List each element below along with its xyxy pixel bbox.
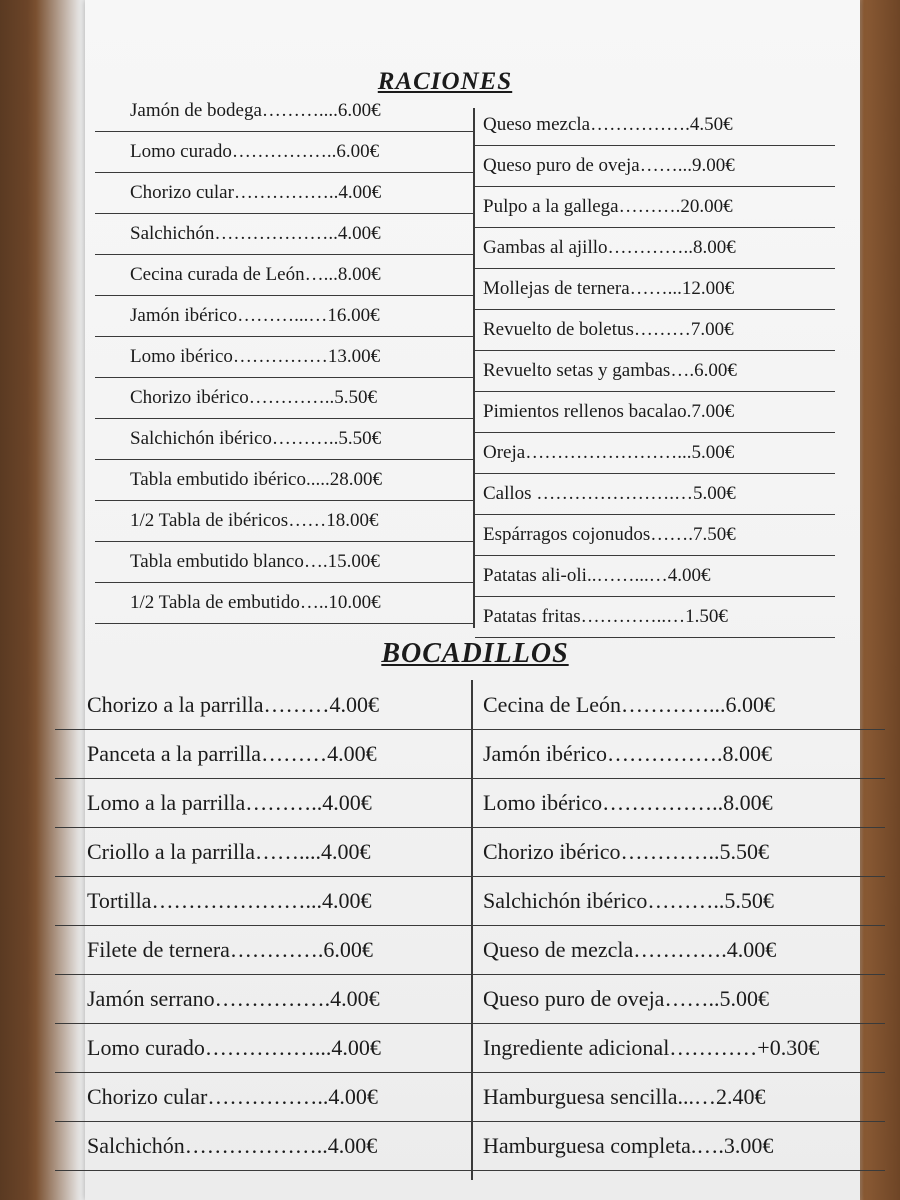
raciones-item-text: Revuelto de boletus………7.00€ — [483, 319, 734, 340]
bocadillos-item-text: Tortilla…………………...4.00€ — [87, 888, 372, 913]
bocadillos-item-text: Queso de mezcla………….4.00€ — [483, 937, 777, 962]
bocadillos-item-text: Panceta a la parrilla………4.00€ — [87, 741, 377, 766]
raciones-item-text: Oreja……………………...5.00€ — [483, 442, 735, 463]
bocadillos-item-row — [473, 778, 885, 828]
raciones-item-text: Jamón de bodega………....6.00€ — [130, 100, 381, 121]
bocadillos-item-row — [473, 974, 885, 1024]
raciones-item-row — [475, 104, 835, 146]
raciones-item-text: Lomo ibérico……………13.00€ — [130, 346, 381, 367]
raciones-item-row — [95, 336, 473, 378]
bocadillos-item-text: Queso puro de oveja……..5.00€ — [483, 986, 769, 1011]
raciones-item-row — [475, 514, 835, 556]
raciones-item-row — [95, 90, 473, 132]
bocadillos-heading: BOCADILLOS — [381, 638, 569, 669]
raciones-item-text: Queso mezcla…………….4.50€ — [483, 114, 733, 135]
raciones-item-text: Patatas fritas…………..…1.50€ — [483, 606, 728, 627]
bocadillos-item-row — [55, 925, 471, 975]
bocadillos-item-text: Chorizo a la parrilla………4.00€ — [87, 692, 380, 717]
bocadillos-item-text: Jamón serrano…………….4.00€ — [87, 986, 380, 1011]
bocadillos-item-row — [473, 729, 885, 779]
bocadillos-item-row — [473, 1072, 885, 1122]
bocadillos-item-row — [55, 729, 471, 779]
raciones-item-text: Tabla embutido ibérico.....28.00€ — [130, 469, 382, 490]
bocadillos-item-row — [473, 827, 885, 877]
raciones-item-text: Pulpo a la gallega……….20.00€ — [483, 196, 733, 217]
bocadillos-item-row — [473, 1121, 885, 1171]
raciones-item-text: Queso puro de oveja……...9.00€ — [483, 155, 735, 176]
bocadillos-item-text: Ingrediente adicional…………+0.30€ — [483, 1035, 820, 1060]
bocadillos-item-row — [55, 1072, 471, 1122]
raciones-item-text: Cecina curada de León…...8.00€ — [130, 264, 381, 285]
raciones-item-row — [475, 145, 835, 187]
raciones-item-row — [475, 432, 835, 474]
raciones-item-text: Salchichón………………..4.00€ — [130, 223, 381, 244]
raciones-item-text: Patatas ali-oli..……...…4.00€ — [483, 565, 711, 586]
raciones-item-row — [95, 500, 473, 542]
bocadillos-item-text: Chorizo cular……………..4.00€ — [87, 1084, 378, 1109]
bocadillos-item-text: Cecina de León…………...6.00€ — [483, 692, 776, 717]
bocadillos-item-row — [473, 680, 885, 730]
bocadillos-item-text: Criollo a la parrilla……....4.00€ — [87, 839, 371, 864]
raciones-item-text: 1/2 Tabla de ibéricos……18.00€ — [130, 510, 379, 531]
raciones-item-text: Chorizo ibérico…………..5.50€ — [130, 387, 377, 408]
raciones-item-text: Callos ………………….…5.00€ — [483, 483, 736, 504]
bocadillos-item-text: Hamburguesa completa.….3.00€ — [483, 1133, 774, 1158]
raciones-item-text: Jamón ibérico………...…16.00€ — [130, 305, 380, 326]
raciones-table — [95, 90, 835, 630]
bocadillos-item-text: Lomo a la parrilla………..4.00€ — [87, 790, 372, 815]
raciones-item-row — [95, 541, 473, 583]
bocadillos-item-row — [55, 974, 471, 1024]
raciones-item-text: Lomo curado……………..6.00€ — [130, 141, 380, 162]
raciones-item-row — [475, 309, 835, 351]
raciones-item-text: Gambas al ajillo…………..8.00€ — [483, 237, 736, 258]
raciones-item-row — [475, 227, 835, 269]
raciones-item-row — [95, 582, 473, 624]
bocadillos-item-row — [55, 680, 471, 730]
raciones-item-row — [475, 555, 835, 597]
bocadillos-item-row — [55, 827, 471, 877]
raciones-item-row — [95, 172, 473, 214]
bocadillos-item-row — [55, 1121, 471, 1171]
raciones-item-row — [475, 473, 835, 515]
raciones-item-row — [95, 418, 473, 460]
bocadillos-item-row — [55, 778, 471, 828]
raciones-item-row — [475, 391, 835, 433]
bocadillos-item-text: Hamburguesa sencilla...…2.40€ — [483, 1084, 766, 1109]
raciones-item-text: Salchichón ibérico………..5.50€ — [130, 428, 382, 449]
raciones-item-row — [95, 295, 473, 337]
raciones-item-row — [95, 254, 473, 296]
raciones-item-row — [95, 131, 473, 173]
raciones-heading: RACIONES — [377, 68, 513, 95]
raciones-item-text: Mollejas de ternera……...12.00€ — [483, 278, 735, 299]
raciones-item-row — [475, 268, 835, 310]
raciones-item-row — [475, 350, 835, 392]
raciones-item-text: 1/2 Tabla de embutido…..10.00€ — [130, 592, 381, 613]
raciones-item-text: Chorizo cular……………..4.00€ — [130, 182, 382, 203]
raciones-item-text: Pimientos rellenos bacalao.7.00€ — [483, 401, 735, 422]
bocadillos-item-row — [473, 925, 885, 975]
raciones-item-row — [475, 186, 835, 228]
bocadillos-item-text: Salchichón ibérico………..5.50€ — [483, 888, 774, 913]
raciones-item-row — [475, 596, 835, 638]
bocadillos-item-row — [55, 876, 471, 926]
raciones-item-row — [95, 377, 473, 419]
bocadillos-item-text: Salchichón………………..4.00€ — [87, 1133, 378, 1158]
bocadillos-item-row — [473, 876, 885, 926]
bocadillos-item-text: Lomo ibérico……………..8.00€ — [483, 790, 773, 815]
bocadillos-item-text: Filete de ternera………….6.00€ — [87, 937, 373, 962]
bocadillos-item-row — [473, 1023, 885, 1073]
bocadillos-item-row — [55, 1023, 471, 1073]
bocadillos-item-text: Chorizo ibérico…………..5.50€ — [483, 839, 769, 864]
raciones-item-text: Espárragos cojonudos…….7.50€ — [483, 524, 736, 545]
bocadillos-item-text: Jamón ibérico…………….8.00€ — [483, 741, 773, 766]
bocadillos-item-text: Lomo curado……………...4.00€ — [87, 1035, 381, 1060]
raciones-item-text: Tabla embutido blanco….15.00€ — [130, 551, 380, 572]
raciones-item-row — [95, 213, 473, 255]
raciones-item-row — [95, 459, 473, 501]
raciones-item-text: Revuelto setas y gambas….6.00€ — [483, 360, 737, 381]
bocadillos-table — [55, 680, 885, 1185]
